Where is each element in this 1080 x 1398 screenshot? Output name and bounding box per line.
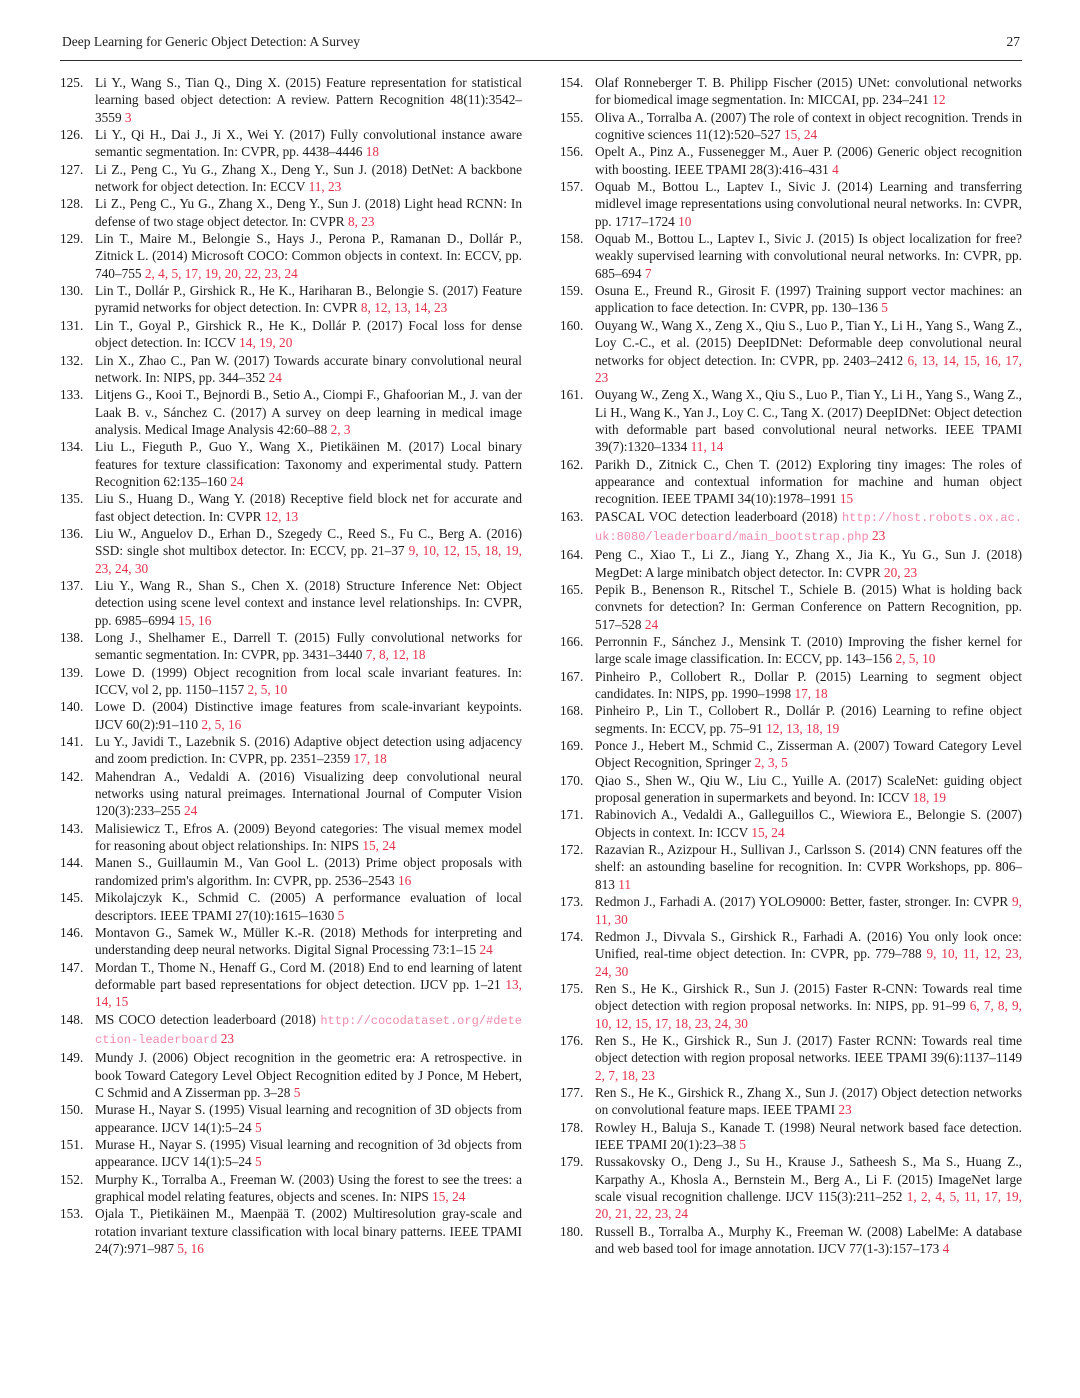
- reference-text: Long J., Shelhamer E., Darrell T. (2015) Fully convolutional networks for semantic segmentation. In: CVPR, pp. 3431–3440: [95, 630, 522, 663]
- reference-text: Murphy K., Torralba A., Freeman W. (2003) Using the forest to see the trees: a graphical model relating features, objects and scenes. In: NIPS: [95, 1171, 522, 1204]
- page-citation-link[interactable]: 11: [618, 876, 632, 892]
- reference-body: [95, 196, 522, 228]
- reference-body: [595, 1154, 1022, 1221]
- reference-number: 139.: [60, 664, 84, 680]
- reference-body: [595, 773, 1022, 805]
- reference-number: 148.: [60, 1011, 84, 1027]
- page-citation-link[interactable]: 11, 23: [308, 179, 342, 195]
- page-citation-link[interactable]: 5: [337, 907, 345, 923]
- reference-number: 162.: [560, 456, 584, 472]
- reference-item: [60, 525, 522, 577]
- page-citation-link[interactable]: 24: [268, 369, 282, 385]
- reference-text: Oquab M., Bottou L., Laptev I., Sivic J. (2015) Is object localization for free? weakly supervised learning with convolutional neural networks. In: CVPR, pp. 685–694: [595, 231, 1022, 281]
- page-citation-link[interactable]: 23: [220, 1030, 235, 1046]
- reference-body: [595, 1224, 1022, 1256]
- reference-body: [595, 929, 1022, 979]
- reference-body: [595, 842, 1022, 892]
- reference-item: [560, 841, 1022, 893]
- reference-text: Pinheiro P., Lin T., Collobert R., Dollár P. (2016) Learning to refine object segments. In: ECCV, pp. 75–91: [595, 703, 1022, 736]
- reference-number: 169.: [560, 738, 584, 754]
- reference-text: PASCAL VOC detection leaderboard (2018): [595, 508, 842, 524]
- reference-item: [60, 161, 522, 196]
- reference-text: Manen S., Guillaumin M., Van Gool L. (2013) Prime object proposals with randomized prim's algorithm. In: CVPR, pp. 2536–2543: [95, 855, 522, 888]
- page-citation-link[interactable]: 8, 23: [347, 213, 375, 229]
- reference-body: [595, 1033, 1022, 1083]
- reference-text: Qiao S., Shen W., Qiu W., Liu C., Yuille A. (2017) ScaleNet: guiding object proposal generation in supermarkets and beyond. In: ICCV: [595, 772, 1022, 806]
- reference-body: [95, 162, 522, 194]
- reference-text: Lowe D. (1999) Object recognition from local scale invariant features. In: ICCV, vol 2, pp. 1150–1157: [95, 664, 522, 698]
- reference-item: [560, 109, 1022, 144]
- page-citation-link[interactable]: 15, 24: [362, 838, 396, 854]
- reference-text: Russakovsky O., Deng J., Su H., Krause J., Satheesh S., Ma S., Huang Z., Karpathy A., Khosla A., Bernstein M., Berg A., Li F. (2015) ImageNet large scale visual recognition challenge. IJCV 115(3):211–252: [595, 1154, 1022, 1204]
- page-citation-link[interactable]: 2, 5, 10: [895, 651, 936, 667]
- reference-item: [560, 702, 1022, 737]
- reference-body: [595, 387, 1022, 454]
- reference-item: [560, 1223, 1022, 1258]
- reference-body: [595, 144, 1022, 176]
- reference-item: [560, 546, 1022, 581]
- page-citation-link[interactable]: 15, 24: [751, 824, 785, 840]
- reference-body: [95, 231, 522, 281]
- reference-item: [560, 178, 1022, 230]
- reference-item: [60, 126, 522, 161]
- reference-text: Perronnin F., Sánchez J., Mensink T. (2010) Improving the fisher kernel for large scale image classification. In: ECCV, pp. 143–156: [595, 634, 1022, 667]
- page-citation-link[interactable]: 4: [942, 1241, 950, 1257]
- reference-body: [595, 318, 1022, 385]
- url-link[interactable]: http://cocodataset.org/#detection-leaderboard: [95, 1013, 522, 1047]
- reference-text: Ren S., He K., Girshick R., Zhang X., Sun J. (2017) Object detection networks on convolutional feature maps. IEEE TPAMI: [595, 1084, 1022, 1118]
- page-citation-link[interactable]: 8, 12, 13, 14, 23: [360, 300, 448, 316]
- reference-text: Opelt A., Pinz A., Fussenegger M., Auer P. (2006) Generic object recognition with boosting. IEEE TPAMI 28(3):416–431: [595, 144, 1022, 177]
- page-citation-link[interactable]: 9, 10, 12, 15, 18, 19, 23, 24, 30: [95, 543, 522, 576]
- reference-body: [595, 582, 1022, 632]
- page-citation-link[interactable]: 14, 19, 20: [239, 335, 293, 351]
- reference-text: Pepik B., Benenson R., Ritschel T., Schiele B. (2015) What is holding back convnets for detection? In: German Conference on Pattern Recognition, pp. 517–528: [595, 581, 1022, 632]
- reference-number: 135.: [60, 491, 84, 507]
- reference-body: [595, 807, 1022, 839]
- reference-text: Pinheiro P., Collobert R., Dollar P. (2015) Learning to segment object candidates. In: NIPS, pp. 1990–1998: [595, 668, 1022, 702]
- page-citation-link[interactable]: 6, 7, 8, 9, 10, 12, 15, 17, 18, 23, 24, 30: [595, 998, 1022, 1031]
- reference-text: Lin T., Dollár P., Girshick R., He K., Hariharan B., Belongie S. (2017) Feature pyramid networks for object detection. In: CVPR: [95, 283, 522, 316]
- reference-body: [595, 547, 1022, 579]
- reference-text: Ojala T., Pietikäinen M., Maenpää T. (2002) Multiresolution gray-scale and rotation invariant texture classification with local binary patterns. IEEE TPAMI 24(7):971–987: [95, 1206, 522, 1257]
- page-citation-link[interactable]: 2, 5, 10: [247, 682, 288, 698]
- page-citation-link[interactable]: 5, 16: [177, 1241, 204, 1257]
- page-citation-link[interactable]: 9, 11, 30: [595, 894, 1022, 927]
- page-citation-link[interactable]: 9, 10, 11, 12, 23, 24, 30: [595, 946, 1022, 979]
- reference-number: 155.: [560, 109, 584, 125]
- reference-text: Razavian R., Azizpour H., Sullivan J., Carlsson S. (2014) CNN features off the shelf: an astounding baseline for recognition. In: CVPR Workshops, pp. 806–813: [595, 842, 1022, 892]
- reference-text: Liu Y., Wang R., Shan S., Chen X. (2018) Structure Inference Net: Object detection using scene level context and instance level relationships. In: CVPR, pp. 6985–6994: [95, 577, 522, 628]
- reference-item: [60, 664, 522, 699]
- page-citation-link[interactable]: 2, 5, 16: [201, 716, 242, 732]
- reference-text: Lowe D. (2004) Distinctive image features from scale-invariant keypoints. IJCV 60(2):91–110: [95, 699, 522, 732]
- reference-number: 142.: [60, 768, 84, 784]
- page-citation-link[interactable]: 7: [644, 265, 652, 281]
- reference-item: [560, 143, 1022, 178]
- reference-item: [60, 282, 522, 317]
- reference-text: Russell B., Torralba A., Murphy K., Freeman W. (2008) LabelMe: A database and web based tool for image annotation. IJCV 77(1-3):157–173: [595, 1223, 1022, 1257]
- page-citation-link[interactable]: 10: [678, 213, 692, 229]
- page-citation-link[interactable]: 5: [255, 1119, 262, 1135]
- reference-body: [95, 439, 522, 489]
- references-column-right: [560, 74, 1022, 1257]
- reference-text: Mahendran A., Vedaldi A. (2016) Visualizing deep convolutional neural networks using natural preimages. International Journal of Computer Vision 120(3):233–255: [95, 768, 522, 819]
- reference-text: Montavon G., Samek W., Müller K.-R. (2018) Methods for interpreting and understanding deep neural networks. Digital Signal Processing 73:1–15: [95, 924, 522, 958]
- reference-item: [60, 768, 522, 820]
- reference-item: [560, 1032, 1022, 1084]
- reference-body: [95, 855, 522, 887]
- reference-text: Li Z., Peng C., Yu G., Zhang X., Deng Y., Sun J. (2018) DetNet: A backbone network for object detection. In: ECCV: [95, 161, 522, 195]
- reference-text: Li Z., Peng C., Yu G., Zhang X., Deng Y., Sun J. (2018) Light head RCNN: In defense of two stage object detector. In: CVPR: [95, 196, 522, 229]
- reference-text: Peng C., Xiao T., Li Z., Jiang Y., Zhang X., Jia K., Yu G., Sun J. (2018) MegDet: A large minibatch object detector. In: CVPR: [595, 547, 1022, 580]
- reference-number: 144.: [60, 855, 84, 871]
- reference-text: Redmon J., Farhadi A. (2017) YOLO9000: Better, faster, stronger. In: CVPR: [595, 894, 1013, 910]
- page-citation-link[interactable]: 4: [832, 161, 839, 177]
- page-citation-link[interactable]: 24: [184, 803, 198, 819]
- reference-text: Malisiewicz T., Efros A. (2009) Beyond categories: The visual memex model for reasoning about object relationships. In: NIPS: [95, 820, 522, 854]
- reference-number: 172.: [560, 842, 584, 858]
- reference-number: 168.: [560, 703, 584, 719]
- reference-number: 132.: [60, 352, 84, 368]
- reference-text: Lin T., Maire M., Belongie S., Hays J., Perona P., Ramanan D., Dollár P., Zitnick L. (2014) Microsoft COCO: Common objects in context. In: ECCV, pp. 740–755: [95, 231, 522, 281]
- page-citation-link[interactable]: 5: [255, 1154, 262, 1170]
- page-citation-link[interactable]: 18, 19: [912, 790, 946, 806]
- page-citation-link[interactable]: 18: [365, 144, 380, 160]
- reference-number: 150.: [60, 1102, 84, 1118]
- page-citation-link[interactable]: 13, 14, 15: [95, 976, 522, 1010]
- reference-item: [60, 1171, 522, 1206]
- reference-body: [595, 110, 1022, 142]
- reference-item: [560, 980, 1022, 1032]
- reference-text: Rabinovich A., Vedaldi A., Galleguillos C., Wiewiora E., Belongie S. (2007) Objects in context. In: ICCV: [595, 807, 1022, 840]
- reference-body: [595, 283, 1022, 315]
- reference-text: Lin T., Goyal P., Girshick R., He K., Dollár P. (2017) Focal loss for dense object detection. In: ICCV: [95, 317, 522, 351]
- reference-number: 164.: [560, 547, 584, 563]
- reference-item: [60, 386, 522, 438]
- reference-number: 173.: [560, 894, 584, 910]
- reference-body: [95, 821, 522, 853]
- reference-body: [95, 960, 522, 1010]
- reference-text: Ponce J., Hebert M., Schmid C., Zisserman A. (2007) Toward Category Level Object Recognition, Springer: [595, 738, 1022, 771]
- reference-number: 156.: [560, 144, 584, 160]
- reference-item: [560, 317, 1022, 386]
- reference-item: [560, 893, 1022, 928]
- reference-body: [95, 127, 522, 159]
- reference-text: Liu L., Fieguth P., Guo Y., Wang X., Pietikäinen M. (2017) Local binary features for texture classification: Taxonomy and experimental study. Pattern Recognition 62:135–160: [95, 439, 522, 489]
- reference-number: 170.: [560, 772, 584, 788]
- reference-body: [95, 699, 522, 731]
- reference-item: [560, 1119, 1022, 1154]
- reference-item: [560, 806, 1022, 841]
- page-header: [60, 30, 1022, 60]
- reference-body: [95, 769, 522, 819]
- reference-item: [560, 1084, 1022, 1119]
- page-citation-link[interactable]: 24: [230, 473, 244, 489]
- reference-item: [60, 820, 522, 855]
- reference-item: [560, 456, 1022, 508]
- page-citation-link[interactable]: 16: [398, 872, 412, 888]
- page-citation-link[interactable]: 17, 18: [353, 751, 387, 767]
- page-citation-link[interactable]: 15: [839, 491, 854, 507]
- reference-number: 174.: [560, 928, 584, 944]
- reference-number: 157.: [560, 179, 584, 195]
- reference-item: [560, 581, 1022, 633]
- reference-text: Osuna E., Freund R., Girosit F. (1997) Training support vector machines: an application to face detection. In: CVPR, pp. 130–136: [595, 283, 1022, 316]
- running-title: Deep Learning for Generic Object Detection: A Survey: [62, 34, 361, 49]
- reference-number: 137.: [60, 577, 84, 593]
- reference-item: [560, 74, 1022, 109]
- reference-number: 163.: [560, 508, 584, 524]
- reference-number: 125.: [60, 75, 84, 90]
- reference-body: [595, 179, 1022, 229]
- reference-body: [95, 75, 522, 125]
- reference-text: Mundy J. (2006) Object recognition in the geometric era: A retrospective. in book Toward Category Level Object Recognition edited by J Ponce, M Hebert, C Schmid and A Zisserman pp. 3–28: [95, 1050, 522, 1100]
- page-citation-link[interactable]: 2, 7, 18, 23: [595, 1067, 655, 1083]
- reference-body: [95, 1137, 522, 1169]
- reference-item: [60, 490, 522, 525]
- page-citation-link[interactable]: 20, 23: [883, 564, 918, 580]
- page-citation-link[interactable]: 7, 8, 12, 18: [365, 647, 426, 663]
- page-citation-link[interactable]: 11, 14: [690, 439, 724, 455]
- url-link[interactable]: http://host.robots.ox.ac.uk:8080/leaderboard/main_bootstrap.php: [595, 510, 1022, 544]
- reference-number: 178.: [560, 1119, 584, 1135]
- reference-item: [560, 230, 1022, 282]
- reference-item: [60, 1205, 522, 1257]
- reference-item: [60, 317, 522, 352]
- page-citation-link[interactable]: 5: [293, 1084, 301, 1100]
- reference-item: [560, 928, 1022, 980]
- reference-body: [95, 630, 522, 662]
- page-citation-link[interactable]: 5: [881, 300, 888, 316]
- reference-number: 175.: [560, 980, 584, 996]
- reference-number: 158.: [560, 231, 584, 247]
- reference-body: [95, 1012, 522, 1046]
- page-citation-link[interactable]: 15, 24: [783, 127, 818, 143]
- page-citation-link[interactable]: 24: [479, 942, 493, 958]
- reference-number: 128.: [60, 196, 84, 212]
- reference-number: 153.: [60, 1206, 84, 1222]
- reference-body: [595, 75, 1022, 107]
- reference-number: 166.: [560, 634, 584, 649]
- reference-item: [60, 698, 522, 733]
- reference-item: [560, 633, 1022, 668]
- reference-number: 152.: [60, 1171, 84, 1187]
- reference-number: 131.: [60, 317, 84, 333]
- reference-number: 130.: [60, 283, 84, 299]
- references-column-left: [60, 74, 522, 1257]
- reference-body: [595, 894, 1022, 926]
- reference-body: [595, 457, 1022, 507]
- reference-item: [560, 1153, 1022, 1222]
- references-columns: [60, 74, 1022, 1257]
- reference-text: Murase H., Nayar S. (1995) Visual learning and recognition of 3D objects from appearance. IJCV 14(1):5–24: [95, 1102, 522, 1135]
- reference-number: 154.: [560, 75, 584, 90]
- reference-item: [60, 438, 522, 490]
- reference-item: [60, 230, 522, 282]
- reference-number: 161.: [560, 387, 584, 403]
- page-citation-link[interactable]: 6, 13, 14, 15, 16, 17, 23: [595, 352, 1023, 385]
- reference-number: 141.: [60, 734, 84, 750]
- reference-text: MS COCO detection leaderboard (2018): [95, 1011, 321, 1027]
- reference-body: [95, 387, 522, 437]
- reference-number: 129.: [60, 231, 84, 247]
- reference-text: Oquab M., Bottou L., Laptev I., Sivic J. (2014) Learning and transferring midlevel image representations using convolutional neural networks. In: CVPR, pp. 1717–1724: [595, 179, 1022, 229]
- page-number: 27: [1006, 34, 1020, 49]
- page-citation-link[interactable]: 15, 24: [432, 1189, 466, 1204]
- reference-number: 171.: [560, 807, 584, 823]
- reference-number: 134.: [60, 439, 84, 455]
- reference-text: Redmon J., Divvala S., Girshick R., Farhadi A. (2016) You only look once: Unified, real-time object detection. In: CVPR, pp. 779–788: [595, 928, 1022, 962]
- reference-item: [60, 959, 522, 1011]
- reference-item: [60, 1011, 522, 1050]
- reference-text: Li Y., Qi H., Dai J., Ji X., Wei Y. (2017) Fully convolutional instance aware semantic segmentation. In: CVPR, pp. 4438–4446: [95, 127, 522, 160]
- reference-item: [560, 282, 1022, 317]
- reference-body: [95, 734, 522, 766]
- page-citation-link[interactable]: 1, 2, 4, 5, 11, 17, 19, 20, 21, 22, 23, 24: [595, 1189, 1022, 1222]
- reference-text: Ouyang W., Zeng X., Wang X., Qiu S., Luo P., Tian Y., Li H., Yang S., Wang Z., Li H., Wang K., Yan J., Loy C. C., Tang X. (2017) DeepIDNet: Object detection with deformable part based convolutional neural networks. IEEE TPAMI 39(7):1320–1334: [595, 387, 1022, 455]
- reference-text: Litjens G., Kooi T., Bejnordi B., Setio A., Ciompi F., Ghafoorian M., J. van der Laak B. v., Sánchez C. (2017) A survey on deep learning in medical image analysis. Medical Image Analysis 42:60–88: [95, 387, 522, 437]
- reference-item: [60, 1101, 522, 1136]
- reference-body: [595, 1085, 1022, 1117]
- reference-body: [95, 925, 522, 957]
- reference-item: [60, 577, 522, 629]
- page-citation-link[interactable]: 2, 4, 5, 17, 19, 20, 22, 23, 24: [144, 265, 298, 281]
- reference-number: 146.: [60, 924, 84, 940]
- reference-number: 133.: [60, 387, 84, 403]
- reference-number: 149.: [60, 1050, 84, 1066]
- reference-body: [595, 669, 1022, 701]
- reference-body: [95, 890, 522, 922]
- reference-text: Olaf Ronneberger T. B. Philipp Fischer (2015) UNet: convolutional networks for biomedical image segmentation. In: MICCAI, pp. 234–241: [595, 75, 1022, 108]
- reference-item: [60, 854, 522, 889]
- reference-text: Liu W., Anguelov D., Erhan D., Szegedy C., Reed S., Fu C., Berg A. (2016) SSD: single shot multibox detector. In: ECCV, pp. 21–37: [95, 525, 522, 559]
- reference-number: 167.: [560, 668, 584, 684]
- reference-item: [60, 352, 522, 387]
- reference-body: [95, 1172, 522, 1204]
- reference-item: [560, 508, 1022, 547]
- reference-item: [60, 733, 522, 768]
- page-citation-link[interactable]: 23: [838, 1102, 852, 1118]
- reference-body: [95, 665, 522, 697]
- reference-number: 160.: [560, 317, 584, 333]
- reference-text: Mikolajczyk K., Schmid C. (2005) A performance evaluation of local descriptors. IEEE TPAMI 27(10):1615–1630: [95, 890, 522, 923]
- reference-item: [560, 772, 1022, 807]
- reference-number: 138.: [60, 630, 84, 645]
- reference-body: [595, 703, 1022, 735]
- reference-body: [95, 1102, 522, 1134]
- reference-text: Liu S., Huang D., Wang Y. (2018) Receptive field block net for accurate and fast object detection. In: CVPR: [95, 491, 522, 524]
- reference-body: [595, 509, 1022, 543]
- reference-item: [60, 195, 522, 230]
- reference-item: [560, 668, 1022, 703]
- reference-text: Lin X., Zhao C., Pan W. (2017) Towards accurate binary convolutional neural network. In: NIPS, pp. 344–352: [95, 352, 522, 385]
- page-citation-link[interactable]: 12, 13, 18, 19: [766, 720, 840, 736]
- reference-body: [95, 578, 522, 628]
- reference-item: [60, 889, 522, 924]
- reference-body: [95, 526, 522, 576]
- reference-number: 143.: [60, 820, 84, 836]
- reference-body: [95, 1206, 522, 1256]
- reference-text: Murase H., Nayar S. (1995) Visual learning and recognition of 3d objects from appearance. IJCV 14(1):5–24: [95, 1136, 522, 1170]
- header-divider: [60, 60, 1022, 61]
- reference-item: [60, 1136, 522, 1171]
- reference-number: 136.: [60, 525, 84, 541]
- reference-body: [595, 1120, 1022, 1152]
- reference-text: Li Y., Wang S., Tian Q., Ding X. (2015) Feature representation for statistical learning based object detection: A review. Pattern Recognition 48(11):3542–3559: [95, 75, 522, 125]
- page-citation-link[interactable]: 12, 13: [264, 508, 299, 524]
- reference-body: [595, 981, 1022, 1031]
- page-citation-link[interactable]: 23: [871, 527, 886, 543]
- page-citation-link[interactable]: 3: [124, 109, 132, 125]
- page-citation-link[interactable]: 24: [644, 616, 659, 632]
- reference-number: 179.: [560, 1154, 584, 1170]
- reference-item: [60, 1049, 522, 1101]
- page-citation-link[interactable]: 2, 3, 5: [754, 755, 788, 771]
- page-citation-link[interactable]: 15, 16: [178, 612, 212, 628]
- reference-body: [95, 353, 522, 385]
- reference-item: [60, 629, 522, 664]
- page-citation-link[interactable]: 17, 18: [794, 686, 828, 702]
- reference-number: 165.: [560, 581, 584, 597]
- reference-item: [560, 737, 1022, 772]
- page-citation-link[interactable]: 5: [739, 1136, 747, 1152]
- reference-body: [95, 318, 522, 350]
- reference-number: 159.: [560, 283, 584, 299]
- reference-text: Ren S., He K., Girshick R., Sun J. (2015) Faster R-CNN: Towards real time object detection with region proposal networks. In: NIPS, pp. 91–99: [595, 980, 1022, 1014]
- reference-body: [595, 634, 1022, 666]
- reference-number: 180.: [560, 1223, 584, 1239]
- reference-number: 147.: [60, 959, 84, 975]
- reference-number: 126.: [60, 127, 84, 143]
- reference-number: 145.: [60, 890, 84, 906]
- reference-text: Oliva A., Torralba A. (2007) The role of context in object recognition. Trends in cognitive sciences 11(12):520–527: [595, 109, 1022, 143]
- reference-number: 176.: [560, 1032, 584, 1048]
- reference-text: Lu Y., Javidi T., Lazebnik S. (2016) Adaptive object detection using adjacency and zoom prediction. In: CVPR, pp. 2351–2359: [95, 734, 522, 767]
- reference-item: [60, 924, 522, 959]
- reference-text: Rowley H., Baluja S., Kanade T. (1998) Neural network based face detection. IEEE TPAMI 20(1):23–38: [595, 1119, 1022, 1152]
- reference-number: 151.: [60, 1136, 84, 1152]
- reference-text: Ouyang W., Wang X., Zeng X., Qiu S., Luo P., Tian Y., Li H., Yang S., Wang Z., Loy C.-C., et al. (2015) DeepIDNet: Deformable deep convolutional neural networks for object detection. In: CVPR, pp. 2403–2412: [595, 317, 1022, 368]
- reference-text: Parikh D., Zitnick C., Chen T. (2012) Exploring tiny images: The roles of appearance and contextual information for machine and human object recognition. IEEE TPAMI 34(10):1978–1991: [595, 456, 1022, 507]
- reference-body: [95, 491, 522, 523]
- reference-number: 140.: [60, 699, 84, 715]
- reference-number: 177.: [560, 1084, 584, 1100]
- reference-number: 127.: [60, 161, 84, 177]
- reference-body: [95, 1050, 522, 1100]
- reference-body: [595, 231, 1022, 281]
- page-citation-link[interactable]: 12: [932, 92, 946, 108]
- page-citation-link[interactable]: 2, 3: [330, 421, 351, 437]
- reference-item: [560, 386, 1022, 455]
- reference-text: Ren S., He K., Girshick R., Sun J. (2017) Faster RCNN: Towards real time object detection with region proposal networks. IEEE TPAMI 39(6):1137–1149: [595, 1032, 1022, 1066]
- reference-body: [95, 283, 522, 315]
- reference-item: [60, 74, 522, 126]
- reference-body: [595, 738, 1022, 770]
- reference-text: Mordan T., Thome N., Henaff G., Cord M. (2018) End to end learning of latent deformable part based representations for object detection. IJCV pp. 1–21: [95, 959, 522, 992]
